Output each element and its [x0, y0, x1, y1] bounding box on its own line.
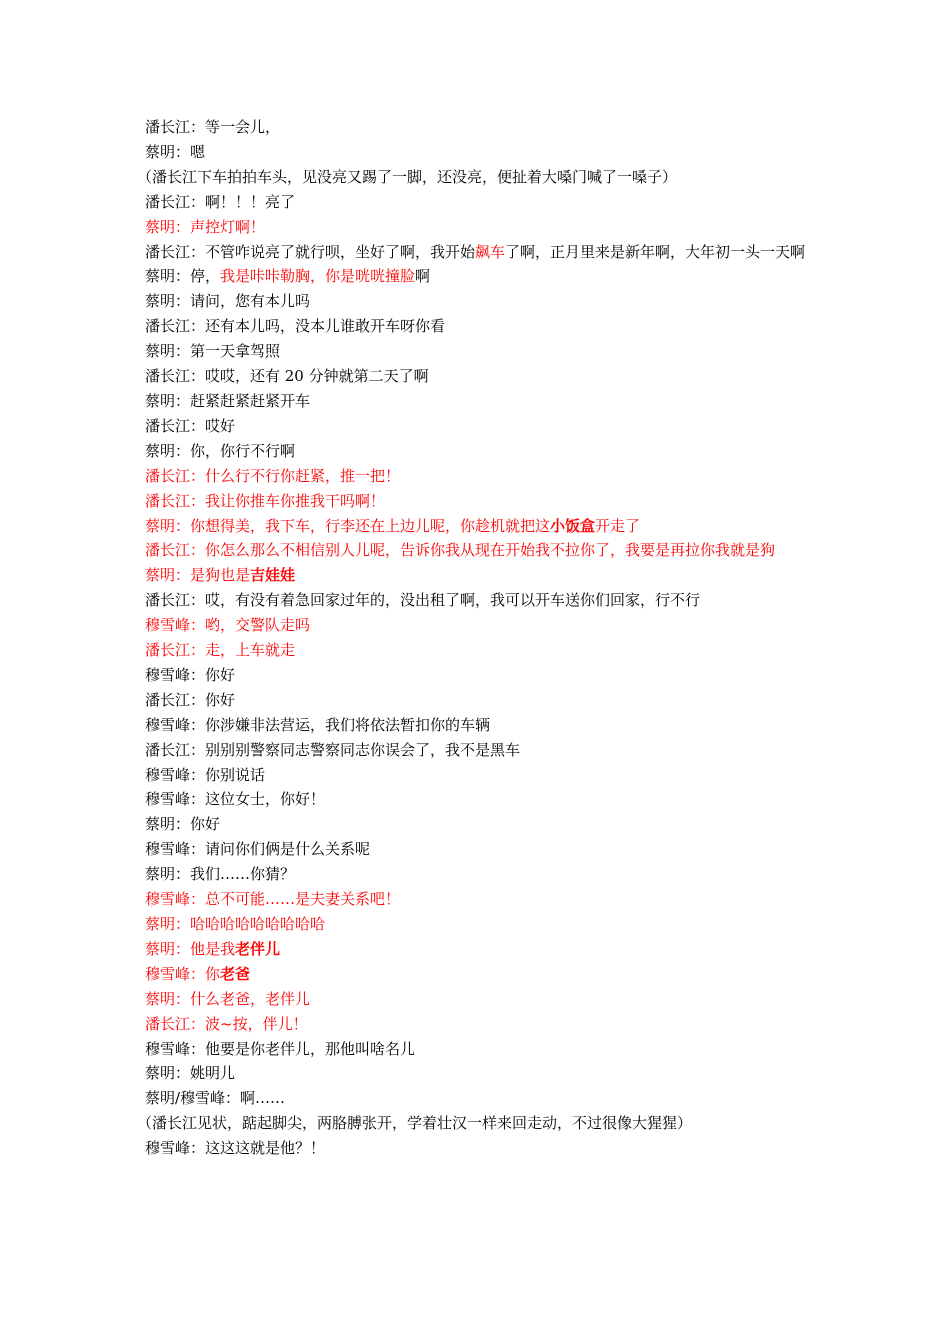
- line-text: 潘长江：你好: [145, 690, 236, 709]
- dialogue-line: [145, 1037, 813, 1062]
- line-text: 穆雪峰：请问你们俩是什么关系呢: [145, 840, 371, 859]
- highlighted-text: 蔡明：什么老爸，老伴儿: [145, 989, 311, 1008]
- dialogue-line: [145, 787, 813, 812]
- dialogue-line: [145, 1136, 813, 1161]
- line-text: 潘长江：哎，有没有着急回家过年的，没出租了啊，我可以开车送你们回家，行不行: [145, 591, 701, 610]
- highlighted-text: 潘长江：什么行不行你赶紧，推一把！: [145, 466, 401, 485]
- line-text: 潘长江：不管咋说亮了就行呗，坐好了啊，我开始: [145, 242, 476, 261]
- dialogue-line: [145, 514, 813, 539]
- line-text: 潘长江：等一会儿，: [145, 118, 281, 136]
- line-text: （潘长江下车拍拍车头，见没亮又踢了一脚，还没亮，便扯着大嗓门喊了一嗓子）: [137, 167, 678, 186]
- line-text: 穆雪峰：你别说话: [145, 765, 266, 784]
- line-text: （潘长江见状，踮起脚尖，两胳膊张开，学着壮汉一样来回走动，不过很像大猩猩）: [137, 1114, 693, 1133]
- highlighted-text: 蔡明：他是我: [145, 939, 236, 958]
- highlighted-text: 老伴儿: [235, 939, 281, 958]
- dialogue-line: [145, 489, 813, 514]
- line-text: 穆雪峰：这位女士，你好！: [145, 790, 326, 809]
- script-page: [137, 115, 813, 1161]
- dialogue-line: [145, 314, 813, 339]
- dialogue-line: [145, 364, 813, 389]
- line-text: 蔡明：赶紧赶紧赶紧开车: [145, 391, 311, 410]
- highlighted-text: 蔡明：哈哈哈哈哈哈哈哈哈: [145, 915, 326, 933]
- dialogue-line: [145, 837, 813, 862]
- line-text: 蔡明/穆雪峰：啊……: [145, 1089, 286, 1108]
- highlighted-text: 穆雪峰：哟，交警队走吗: [145, 616, 311, 635]
- dialogue-line: [145, 389, 813, 414]
- line-text: 蔡明：你，你行不行啊: [145, 441, 296, 460]
- highlighted-text: 潘长江：走，上车就走: [145, 641, 296, 660]
- dialogue-line: [145, 140, 813, 165]
- highlighted-text: 吉娃娃: [250, 566, 296, 585]
- dialogue-line: [145, 339, 813, 364]
- dialogue-line: [145, 215, 813, 240]
- line-text: 蔡明：你好: [145, 815, 221, 834]
- dialogue-line: [145, 414, 813, 439]
- highlighted-text: 穆雪峰：你: [145, 964, 221, 983]
- dialogue-line: [145, 812, 813, 837]
- dialogue-line: [145, 1061, 813, 1086]
- line-text: 穆雪峰：他要是你老伴儿，那他叫啥名儿: [145, 1039, 416, 1058]
- line-text: 穆雪峰：你涉嫌非法营运，我们将依法暂扣你的车辆: [145, 715, 491, 734]
- line-text: 蔡明：停，: [145, 267, 221, 286]
- line-text: 了啊，正月里来是新年啊，大年初一头一天啊: [505, 242, 806, 261]
- dialogue-line: [145, 688, 813, 713]
- line-text: 蔡明：嗯: [145, 142, 206, 161]
- highlighted-text: 飙车: [475, 242, 506, 261]
- dialogue-line: [145, 1012, 813, 1037]
- highlighted-text: 蔡明：是狗也是: [145, 566, 251, 585]
- dialogue-line: [145, 1086, 813, 1111]
- dialogue-line: [145, 887, 813, 912]
- dialogue-line: [145, 738, 813, 763]
- dialogue-line: [145, 937, 813, 962]
- line-text: 蔡明：我们……你猜？: [145, 865, 296, 884]
- dialogue-line: [145, 190, 813, 215]
- dialogue-line: [145, 115, 813, 140]
- line-text: 潘长江：别别别警察同志警察同志你误会了，我不是黑车: [145, 740, 521, 759]
- stage-direction: [137, 165, 813, 190]
- dialogue-line: [145, 538, 813, 563]
- dialogue-line: [145, 264, 813, 289]
- line-text: 潘长江：啊！！！亮了: [145, 192, 296, 211]
- line-text: 潘长江：哎好: [145, 416, 236, 435]
- dialogue-line: [145, 289, 813, 314]
- highlighted-text: 潘长江：你怎么那么不相信别人儿呢，告诉你我从现在开始我不拉你了，我要是再拉你我就是狗: [145, 541, 776, 560]
- stage-direction: [137, 1111, 813, 1136]
- dialogue-line: [145, 763, 813, 788]
- line-text: 潘长江：哎哎，还有 20 分钟就第二天了啊: [145, 367, 429, 386]
- highlighted-text: 蔡明：你想得美，我下车，行李还在上边儿呢，你趁机就把这: [145, 516, 551, 535]
- line-text: 潘长江：还有本儿吗，没本儿谁敢开车呀你看: [145, 317, 446, 336]
- dialogue-line: [145, 638, 813, 663]
- line-text: 穆雪峰：你好: [145, 665, 236, 684]
- highlighted-text: 蔡明：声控灯啊！: [145, 217, 266, 236]
- highlighted-text: 老爸: [220, 964, 251, 983]
- line-text: 蔡明：请问，您有本儿吗: [145, 292, 311, 311]
- line-text: 蔡明：第一天拿驾照: [145, 342, 281, 361]
- dialogue-line: [145, 663, 813, 688]
- highlighted-text: 开走了: [595, 516, 641, 535]
- dialogue-line: [145, 713, 813, 738]
- dialogue-line: [145, 862, 813, 887]
- dialogue-line: [145, 439, 813, 464]
- highlighted-text: 我是咔咔勒胸，你是咣咣撞脸: [220, 267, 416, 286]
- dialogue-line: [145, 588, 813, 613]
- dialogue-line: [145, 240, 813, 265]
- dialogue-line: [145, 563, 813, 588]
- dialogue-line: [145, 613, 813, 638]
- highlighted-text: 潘长江：我让你推车你推我干吗啊！: [145, 491, 386, 510]
- dialogue-line: [145, 912, 813, 937]
- dialogue-line: [145, 464, 813, 489]
- dialogue-line: [145, 962, 813, 987]
- highlighted-text: 潘长江：波~按，伴儿！: [145, 1014, 308, 1033]
- highlighted-text: 穆雪峰：总不可能……是夫妻关系吧！: [145, 890, 401, 909]
- line-text: 啊: [415, 267, 431, 286]
- dialogue-line: [145, 987, 813, 1012]
- line-text: 蔡明：姚明儿: [145, 1064, 236, 1083]
- highlighted-text: 小饭盒: [550, 516, 596, 535]
- line-text: 穆雪峰：这这这就是他？！: [145, 1139, 326, 1158]
